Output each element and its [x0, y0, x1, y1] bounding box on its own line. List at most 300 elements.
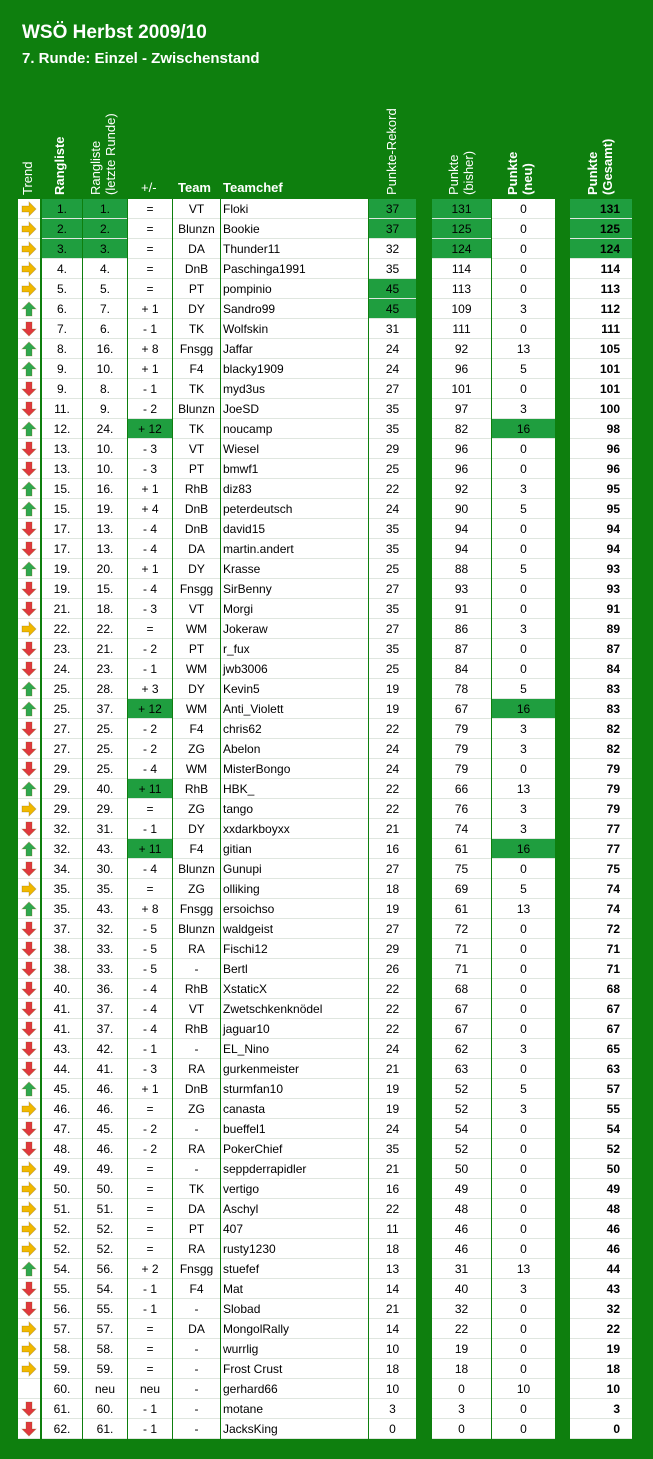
diff-cell: + 1: [128, 559, 172, 579]
trend-cell: [18, 1319, 40, 1339]
rekord-cell: 35: [369, 259, 416, 279]
rekord-cell: 24: [369, 1119, 416, 1139]
punkte-neu-cell: 3: [492, 1039, 555, 1059]
diff-cell: + 3: [128, 679, 172, 699]
trend-cell: [18, 899, 40, 919]
teamchef-cell: Aschyl: [221, 1199, 368, 1219]
rank-cell: 29.: [42, 799, 82, 819]
team-cell: F4: [173, 1279, 220, 1299]
table-row: [0, 779, 653, 799]
team-cell: PT: [173, 639, 220, 659]
prev-rank-cell: 61.: [83, 1419, 127, 1439]
punkte-gesamt-cell: 83: [570, 679, 632, 699]
team-cell: F4: [173, 719, 220, 739]
diff-cell: - 1: [128, 1419, 172, 1439]
punkte-bisher-cell: 101: [432, 379, 491, 399]
punkte-gesamt-cell: 84: [570, 659, 632, 679]
teamchef-cell: Paschinga1991: [221, 259, 368, 279]
punkte-neu-cell: 0: [492, 1159, 555, 1179]
punkte-neu-cell: 3: [492, 719, 555, 739]
punkte-neu-cell: 0: [492, 919, 555, 939]
rank-cell: 57.: [42, 1319, 82, 1339]
teamchef-cell: Fischi12: [221, 939, 368, 959]
trend-cell: [18, 679, 40, 699]
team-cell: DY: [173, 819, 220, 839]
trend-cell: [18, 1179, 40, 1199]
punkte-gesamt-cell: 46: [570, 1219, 632, 1239]
table-row: [0, 1179, 653, 1199]
trend-cell: [18, 559, 40, 579]
teamchef-cell: blacky1909: [221, 359, 368, 379]
team-cell: -: [173, 1399, 220, 1419]
diff-cell: + 12: [128, 699, 172, 719]
header-bisher-line2: (bisher): [461, 150, 476, 195]
rekord-cell: 16: [369, 1179, 416, 1199]
table-row: [0, 1079, 653, 1099]
punkte-neu-cell: 3: [492, 299, 555, 319]
punkte-gesamt-cell: 65: [570, 1039, 632, 1059]
rank-cell: 13.: [42, 459, 82, 479]
punkte-neu-cell: 0: [492, 279, 555, 299]
punkte-bisher-cell: 46: [432, 1219, 491, 1239]
team-cell: DnB: [173, 519, 220, 539]
rekord-cell: 18: [369, 1359, 416, 1379]
trend-down-icon: [21, 381, 37, 397]
punkte-bisher-cell: 49: [432, 1179, 491, 1199]
teamchef-cell: tango: [221, 799, 368, 819]
trend-same-icon: [21, 201, 37, 217]
team-cell: TK: [173, 419, 220, 439]
punkte-neu-cell: 16: [492, 839, 555, 859]
trend-cell: [18, 779, 40, 799]
punkte-bisher-cell: 125: [432, 219, 491, 239]
rank-cell: 27.: [42, 739, 82, 759]
punkte-gesamt-cell: 125: [570, 219, 632, 239]
punkte-neu-cell: 0: [492, 1319, 555, 1339]
punkte-neu-cell: 3: [492, 819, 555, 839]
trend-same-icon: [21, 1101, 37, 1117]
trend-cell: [18, 919, 40, 939]
punkte-gesamt-cell: 94: [570, 519, 632, 539]
punkte-gesamt-cell: 82: [570, 719, 632, 739]
trend-cell: [18, 439, 40, 459]
teamchef-cell: r_fux: [221, 639, 368, 659]
prev-rank-cell: 4.: [83, 259, 127, 279]
rekord-cell: 37: [369, 219, 416, 239]
diff-cell: - 1: [128, 1039, 172, 1059]
trend-down-icon: [21, 721, 37, 737]
table-row: [0, 279, 653, 299]
rank-cell: 11.: [42, 399, 82, 419]
punkte-neu-cell: 0: [492, 199, 555, 219]
rekord-cell: 11: [369, 1219, 416, 1239]
rekord-cell: 22: [369, 799, 416, 819]
rekord-cell: 24: [369, 339, 416, 359]
punkte-bisher-cell: 97: [432, 399, 491, 419]
diff-cell: - 1: [128, 659, 172, 679]
punkte-gesamt-cell: 79: [570, 799, 632, 819]
rekord-cell: 37: [369, 199, 416, 219]
trend-cell: [18, 1239, 40, 1259]
trend-same-icon: [21, 1341, 37, 1357]
teamchef-cell: noucamp: [221, 419, 368, 439]
punkte-gesamt-cell: 22: [570, 1319, 632, 1339]
trend-up-icon: [21, 901, 37, 917]
trend-cell: [18, 659, 40, 679]
punkte-bisher-cell: 18: [432, 1359, 491, 1379]
rekord-cell: 45: [369, 279, 416, 299]
punkte-gesamt-cell: 18: [570, 1359, 632, 1379]
trend-down-icon: [21, 541, 37, 557]
punkte-neu-cell: 5: [492, 679, 555, 699]
punkte-bisher-cell: 96: [432, 459, 491, 479]
rank-cell: 19.: [42, 579, 82, 599]
prev-rank-cell: 6.: [83, 319, 127, 339]
diff-cell: =: [128, 279, 172, 299]
trend-same-icon: [21, 1201, 37, 1217]
diff-cell: neu: [128, 1379, 172, 1399]
punkte-gesamt-cell: 49: [570, 1179, 632, 1199]
header-bisher-line1: Punkte: [446, 154, 461, 195]
trend-cell: [18, 1059, 40, 1079]
teamchef-cell: SirBenny: [221, 579, 368, 599]
punkte-gesamt-cell: 63: [570, 1059, 632, 1079]
table-row: [0, 839, 653, 859]
punkte-gesamt-cell: 54: [570, 1119, 632, 1139]
table-row: [0, 1199, 653, 1219]
diff-cell: - 4: [128, 579, 172, 599]
prev-rank-cell: 25.: [83, 739, 127, 759]
trend-down-icon: [21, 641, 37, 657]
diff-cell: - 2: [128, 1139, 172, 1159]
trend-down-icon: [21, 1061, 37, 1077]
teamchef-cell: Zwetschkenknödel: [221, 999, 368, 1019]
trend-down-icon: [21, 761, 37, 777]
trend-cell: [18, 279, 40, 299]
punkte-neu-cell: 0: [492, 859, 555, 879]
header-rekord: Punkte-Rekord: [384, 108, 399, 195]
page-title: WSÖ Herbst 2009/10: [22, 22, 207, 43]
diff-cell: =: [128, 1339, 172, 1359]
trend-cell: [18, 1039, 40, 1059]
trend-cell: [18, 519, 40, 539]
punkte-bisher-cell: 78: [432, 679, 491, 699]
trend-up-icon: [21, 561, 37, 577]
prev-rank-cell: 56.: [83, 1259, 127, 1279]
diff-cell: =: [128, 259, 172, 279]
trend-cell: [18, 699, 40, 719]
teamchef-cell: xxdarkboyxx: [221, 819, 368, 839]
rekord-cell: 26: [369, 959, 416, 979]
punkte-gesamt-cell: 74: [570, 879, 632, 899]
rank-cell: 22.: [42, 619, 82, 639]
rank-cell: 56.: [42, 1299, 82, 1319]
prev-rank-cell: 58.: [83, 1339, 127, 1359]
punkte-gesamt-cell: 131: [570, 199, 632, 219]
punkte-bisher-cell: 94: [432, 539, 491, 559]
table-row: [0, 719, 653, 739]
trend-down-icon: [21, 1401, 37, 1417]
trend-cell: [18, 499, 40, 519]
rekord-cell: 0: [369, 1419, 416, 1439]
rank-cell: 51.: [42, 1199, 82, 1219]
rekord-cell: 19: [369, 1079, 416, 1099]
diff-cell: - 4: [128, 979, 172, 999]
trend-cell: [18, 1379, 40, 1399]
prev-rank-cell: 46.: [83, 1139, 127, 1159]
teamchef-cell: Bertl: [221, 959, 368, 979]
punkte-bisher-cell: 75: [432, 859, 491, 879]
rekord-cell: 21: [369, 819, 416, 839]
team-cell: -: [173, 1119, 220, 1139]
diff-cell: =: [128, 199, 172, 219]
diff-cell: - 4: [128, 1019, 172, 1039]
prev-rank-cell: 45.: [83, 1119, 127, 1139]
rekord-cell: 3: [369, 1399, 416, 1419]
diff-cell: + 11: [128, 839, 172, 859]
punkte-gesamt-cell: 79: [570, 759, 632, 779]
trend-cell: [18, 359, 40, 379]
trend-cell: [18, 879, 40, 899]
punkte-neu-cell: 0: [492, 1139, 555, 1159]
trend-down-icon: [21, 1041, 37, 1057]
rank-cell: 59.: [42, 1359, 82, 1379]
prev-rank-cell: 30.: [83, 859, 127, 879]
trend-down-icon: [21, 1421, 37, 1437]
trend-down-icon: [21, 861, 37, 877]
trend-cell: [18, 799, 40, 819]
table-row: [0, 1339, 653, 1359]
punkte-neu-cell: 13: [492, 1259, 555, 1279]
diff-cell: =: [128, 1099, 172, 1119]
prev-rank-cell: 43.: [83, 899, 127, 919]
punkte-gesamt-cell: 67: [570, 1019, 632, 1039]
team-cell: VT: [173, 439, 220, 459]
header-neu-line1: Punkte: [505, 151, 520, 195]
rank-cell: 17.: [42, 519, 82, 539]
rank-cell: 3.: [42, 239, 82, 259]
punkte-neu-cell: 0: [492, 379, 555, 399]
table-row: [0, 899, 653, 919]
rank-cell: 29.: [42, 779, 82, 799]
trend-cell: [18, 219, 40, 239]
punkte-neu-cell: 0: [492, 1059, 555, 1079]
punkte-gesamt-cell: 72: [570, 919, 632, 939]
teamchef-cell: wurrlig: [221, 1339, 368, 1359]
diff-cell: =: [128, 1239, 172, 1259]
rank-cell: 55.: [42, 1279, 82, 1299]
prev-rank-cell: 52.: [83, 1239, 127, 1259]
team-cell: TK: [173, 379, 220, 399]
teamchef-cell: Wiesel: [221, 439, 368, 459]
teamchef-cell: martin.andert: [221, 539, 368, 559]
punkte-bisher-cell: 68: [432, 979, 491, 999]
prev-rank-cell: 29.: [83, 799, 127, 819]
diff-cell: =: [128, 799, 172, 819]
prev-rank-cell: 10.: [83, 459, 127, 479]
table-row: [0, 499, 653, 519]
diff-cell: + 1: [128, 1079, 172, 1099]
teamchef-cell: 407: [221, 1219, 368, 1239]
punkte-neu-cell: 0: [492, 519, 555, 539]
table-row: [0, 659, 653, 679]
prev-rank-cell: 24.: [83, 419, 127, 439]
trend-cell: [18, 599, 40, 619]
diff-cell: - 1: [128, 379, 172, 399]
rank-cell: 13.: [42, 439, 82, 459]
trend-same-icon: [21, 621, 37, 637]
rekord-cell: 25: [369, 659, 416, 679]
table-row: [0, 439, 653, 459]
trend-down-icon: [21, 1021, 37, 1037]
team-cell: -: [173, 1419, 220, 1439]
team-cell: RA: [173, 1139, 220, 1159]
punkte-gesamt-cell: 101: [570, 379, 632, 399]
rank-cell: 58.: [42, 1339, 82, 1359]
punkte-gesamt-cell: 89: [570, 619, 632, 639]
team-cell: RhB: [173, 779, 220, 799]
rekord-cell: 19: [369, 679, 416, 699]
punkte-gesamt-cell: 112: [570, 299, 632, 319]
prev-rank-cell: 19.: [83, 499, 127, 519]
prev-rank-cell: 57.: [83, 1319, 127, 1339]
rekord-cell: 24: [369, 359, 416, 379]
punkte-neu-cell: 0: [492, 259, 555, 279]
diff-cell: - 3: [128, 599, 172, 619]
teamchef-cell: Sandro99: [221, 299, 368, 319]
punkte-bisher-cell: 92: [432, 479, 491, 499]
trend-same-icon: [21, 281, 37, 297]
rekord-cell: 19: [369, 699, 416, 719]
team-cell: DY: [173, 299, 220, 319]
rank-cell: 5.: [42, 279, 82, 299]
prev-rank-cell: 37.: [83, 999, 127, 1019]
rekord-cell: 22: [369, 979, 416, 999]
rekord-cell: 22: [369, 1199, 416, 1219]
punkte-neu-cell: 3: [492, 619, 555, 639]
trend-down-icon: [21, 741, 37, 757]
rank-cell: 47.: [42, 1119, 82, 1139]
diff-cell: + 4: [128, 499, 172, 519]
punkte-gesamt-cell: 68: [570, 979, 632, 999]
diff-cell: =: [128, 619, 172, 639]
diff-cell: - 2: [128, 639, 172, 659]
rank-cell: 40.: [42, 979, 82, 999]
punkte-neu-cell: 3: [492, 479, 555, 499]
team-cell: PT: [173, 279, 220, 299]
trend-down-icon: [21, 1121, 37, 1137]
header-gesamt-line1: Punkte: [585, 151, 600, 195]
rank-cell: 32.: [42, 819, 82, 839]
punkte-gesamt-cell: 44: [570, 1259, 632, 1279]
prev-rank-cell: 2.: [83, 219, 127, 239]
rekord-cell: 24: [369, 499, 416, 519]
diff-cell: + 1: [128, 359, 172, 379]
diff-cell: - 4: [128, 999, 172, 1019]
table-row: [0, 379, 653, 399]
trend-up-icon: [21, 301, 37, 317]
team-cell: WM: [173, 699, 220, 719]
punkte-neu-cell: 5: [492, 559, 555, 579]
table-row: [0, 999, 653, 1019]
teamchef-cell: jaguar10: [221, 1019, 368, 1039]
punkte-bisher-cell: 87: [432, 639, 491, 659]
punkte-bisher-cell: 74: [432, 819, 491, 839]
team-cell: RhB: [173, 479, 220, 499]
team-cell: PT: [173, 1219, 220, 1239]
team-cell: Fnsgg: [173, 579, 220, 599]
rekord-cell: 29: [369, 939, 416, 959]
trend-down-icon: [21, 461, 37, 477]
rank-cell: 27.: [42, 719, 82, 739]
team-cell: RA: [173, 1059, 220, 1079]
diff-cell: - 2: [128, 739, 172, 759]
diff-cell: - 2: [128, 399, 172, 419]
table-row: [0, 679, 653, 699]
table-row: [0, 1099, 653, 1119]
rekord-cell: 24: [369, 1039, 416, 1059]
punkte-neu-cell: 16: [492, 419, 555, 439]
table-row: [0, 359, 653, 379]
table-row: [0, 639, 653, 659]
punkte-neu-cell: 0: [492, 599, 555, 619]
trend-up-icon: [21, 501, 37, 517]
diff-cell: - 4: [128, 859, 172, 879]
team-cell: Blunzn: [173, 919, 220, 939]
rekord-cell: 27: [369, 379, 416, 399]
rank-cell: 45.: [42, 1079, 82, 1099]
team-cell: TK: [173, 1179, 220, 1199]
diff-cell: - 3: [128, 1059, 172, 1079]
punkte-bisher-cell: 113: [432, 279, 491, 299]
table-row: [0, 819, 653, 839]
team-cell: Fnsgg: [173, 1259, 220, 1279]
header-rangliste-prev: [88, 113, 118, 195]
punkte-bisher-cell: 48: [432, 1199, 491, 1219]
punkte-bisher-cell: 71: [432, 939, 491, 959]
prev-rank-cell: 16.: [83, 339, 127, 359]
trend-cell: [18, 1119, 40, 1139]
punkte-bisher-cell: 88: [432, 559, 491, 579]
table-row: [0, 199, 653, 219]
diff-cell: + 1: [128, 479, 172, 499]
punkte-bisher-cell: 3: [432, 1399, 491, 1419]
prev-rank-cell: 31.: [83, 819, 127, 839]
rekord-cell: 22: [369, 479, 416, 499]
rank-cell: 38.: [42, 959, 82, 979]
rank-cell: 61.: [42, 1399, 82, 1419]
punkte-neu-cell: 0: [492, 939, 555, 959]
rekord-cell: 35: [369, 419, 416, 439]
rank-cell: 8.: [42, 339, 82, 359]
diff-cell: - 2: [128, 719, 172, 739]
rank-cell: 9.: [42, 359, 82, 379]
trend-cell: [18, 1199, 40, 1219]
trend-down-icon: [21, 401, 37, 417]
team-cell: ZG: [173, 739, 220, 759]
prev-rank-cell: 33.: [83, 939, 127, 959]
team-cell: RA: [173, 1239, 220, 1259]
punkte-neu-cell: 5: [492, 499, 555, 519]
punkte-bisher-cell: 71: [432, 959, 491, 979]
trend-cell: [18, 579, 40, 599]
rekord-cell: 35: [369, 399, 416, 419]
punkte-bisher-cell: 79: [432, 759, 491, 779]
team-cell: -: [173, 1339, 220, 1359]
punkte-bisher-cell: 31: [432, 1259, 491, 1279]
teamchef-cell: Mat: [221, 1279, 368, 1299]
trend-down-icon: [21, 941, 37, 957]
